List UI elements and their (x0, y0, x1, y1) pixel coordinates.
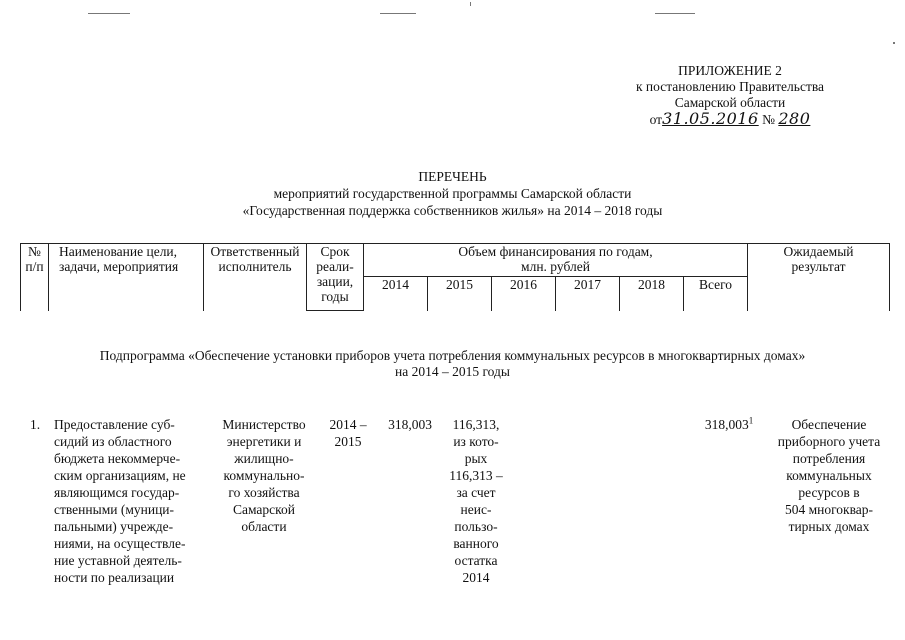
document-title: ПЕРЕЧЕНЬ (418, 169, 487, 184)
handwritten-date: 31.05.2016 (662, 109, 759, 128)
subprogram-title: Подпрограмма «Обеспечение установки приборов учета потребления коммунальных ресурсов в многоквартирных домах» (99, 348, 806, 363)
row-value-total: 318,003$^1$ (704, 415, 754, 432)
scan-artifact (655, 13, 695, 14)
footnote-marker: 1 (748, 415, 754, 426)
row-result: Обеспечение приборного учета потребления коммунальных ресурсов в 504 многоквар- тирных домах (777, 417, 881, 534)
scan-artifact (893, 42, 895, 44)
header-year: 2015 (428, 277, 492, 311)
document-subtitle: «Государственная поддержка собственников жилья» на 2014 – 2018 годы (242, 203, 663, 218)
header-executor: Ответственный исполнитель (204, 244, 307, 311)
header-year-total: Всего (684, 277, 748, 311)
document-subtitle: мероприятий государственной программы Самарской области (273, 186, 632, 201)
header-year: 2014 (364, 277, 428, 311)
appendix-date-line (600, 111, 860, 127)
row-value-2014: 318,003 (388, 417, 432, 432)
appendix-title: ПРИЛОЖЕНИЕ 2 (678, 63, 782, 78)
row-value-2015: 116,313, из кото- рых 116,313 – за счет неис- пользо- ванного остатка 2014 (449, 417, 503, 585)
header-year: 2018 (620, 277, 684, 311)
appendix-line: Самарской области (674, 95, 786, 110)
number-sign: № (762, 112, 775, 127)
header-term: Срок реали- зации, годы (307, 244, 364, 311)
handwritten-number: 280 (778, 109, 811, 128)
subprogram-heading (0, 348, 905, 380)
program-table-header (20, 243, 890, 311)
subprogram-years: на 2014 – 2015 годы (395, 364, 510, 379)
scan-artifact (380, 13, 416, 14)
date-prefix: от (649, 112, 663, 127)
header-number: № п/п (21, 244, 49, 311)
scan-artifact (470, 2, 471, 6)
row-term: 2014 – 2015 (329, 417, 367, 449)
appendix-line: к постановлению Правительства (635, 79, 825, 94)
row-name: Предоставление суб- сидий из областного бюджета некоммерче- ским организациям, не являющимся государ- ственными (муници- пальными) учрежде- ниями, на осуществле- ние уставной деятель- ности по реализации (54, 417, 186, 585)
header-year: 2017 (556, 277, 620, 311)
scan-artifact (88, 13, 130, 14)
row-executor: Министерство энергетики и жилищно- коммунально- го хозяйства Самарской области (222, 417, 306, 534)
row-number: 1. (30, 417, 41, 432)
header-result: Ожидаемый результат (748, 244, 890, 311)
header-financing: Объем финансирования по годам, млн. рублей (364, 244, 748, 277)
header-name: Наименование цели, задачи, мероприятия (49, 244, 204, 311)
document-heading (0, 169, 905, 220)
appendix-block (600, 63, 860, 127)
header-year: 2016 (492, 277, 556, 311)
